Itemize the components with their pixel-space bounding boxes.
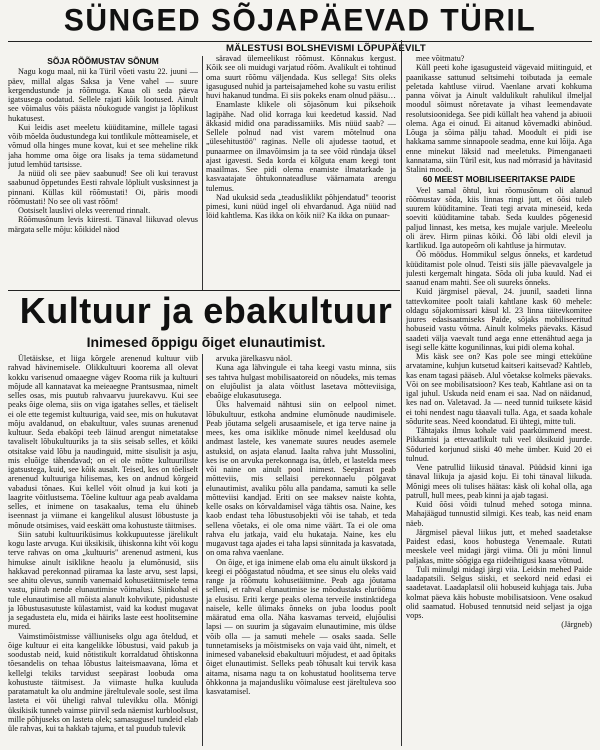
- paragraph: Üks halvemaid nähtusi siin on eelpool nimet. lõbukultuur, estkoha andmine elumõnude naudimisele. Peab jõutama selgeli arusaamisele, et iga terve naine ja mees, kes oma isiklike mõnude nimel keeldusad olu andmast lastele, kes vanemate suures neudes asemele astuksid, on asjata elanud. Iaalta rahva juht Mussolini, kes ise on arvuka perekonnaga isa, ütleb, et lastelda mees või naine on ainult pool inimest. Seepärast peab mõtteviis, mis sellaisi perekonnaelu põlgavat elunautimist, avaliku põlu alla pandama, samuti ka selle mõtteviisi kandjad. Eriti on see maksev naiste kohta, kelle osaks on kõrvaldamisel väga tähtis osa. Naine, kes kaob endast teha lõbustusobjekti või ise tahab, et teda sellena võetaks, ei ole oma nime väärt. Ta ei ole oma rahva elu jatkaja, vaid elu hukataja. Naine, kes elu mugavust taga ajades ei taha lapsi sünnitada ja kasvatada, on oma rahva vaenlane.: [206, 400, 396, 558]
- headline-rule: [8, 41, 592, 42]
- paragraph: Küll peeti kohe igasugusteid vägevaid miitinguid, et paanikasse sattunud seltsimehi toibutada ja eemale peletada kahtluse viirud. Vaenlane arvati kohkuma panna võivat ja Ainult valdulikult rahulikul ilmeljal moodul sõimust nõretavate ja vihast leemendavate resolutsioonidega. See pidi küllalt hea vahend ja abiuoii olema. Aga ei oinud. Ei aitanud kõvemadki abinõud. Lõuga ja sõima pälju tahad. Moodult ei pidi ise hakkama samme sinnapoole seadma, enne kui lõija. Aga enne minekut läksid nad meeletuks. Pimenganaeti kannatama, siin Türil esit, kus nad mörrasid ja hävitasid Stalini moodi.: [406, 63, 592, 174]
- paragraph: Vene patrullid liikusid tänaval. Püüdsid kinni iga tänaval liikuja ja ajasid koju. Ei tohi tänaval liikuda. Mõnigi mees oli tulises häätas: käsk oli kohal olla, aga patrull, hull mees, peab kinni ja ajab tagasi.: [406, 463, 592, 500]
- paragraph: Siin satubi kultuuriküsimus kokkupuutesse järelikult kogu laste arvuga. Kui üksikisik, ühiskonna kiht või kogu terve rahvas on oma „kultuuris" arenenud astmeni, kus himukse ainult isiklikne heaolu ja elumõnusid, siis hakkavad perekonnad piiramaa ka laste arvu, sest lapsi, see ahitu olevus, sunnib vanemaid kohusetäitmisele tema vastu, piirab nende elunautimise võimalusi. Siinkohal ei tule elunautimise all mõista alanult kohvikute, pidustuste ja lõbustusasutuste külastamist, vaid ka kodust mugavat ja segadusteta elu, mida ei häiriks laste eest hoolitsemine mured.: [8, 529, 198, 632]
- paragraph: Nagu kogu maal, nii ka Türil võeti vastu 22. juuni — päev, millal algas Saksa ja Vene vahel — suure kergendustunde ja rõõmuga. Kaua oli seda päeva igatsusega oodatud. Sellele rajati kõik lootused. Ainult see võimalus võis päästa nõukogude vangist ja lõplikust hukatusest.: [8, 67, 198, 123]
- paragraph: Kui leidis aset meeletu küüditamine, millele tagasi võib mõelda õudustundega kui tontlikule mõtteamisele, et võmud olla hinges mune kovat, kui et see meheline rikk jaha homme oma õige ora lisaks ja tema südametund jutud lemhüd tartsisse.: [8, 122, 198, 169]
- article-title: Kultuur ja ebakultuur: [19, 290, 393, 331]
- paragraph: Enamlaste klikele oli sõjasõnum kui piksehoik lagipähe. Nad olid korraga kui keedetud kassid. Nad äkkasid midid ona paradissamiiks. Mis nüüd saab? — Sellele polnud nad vist varem mõtelnud ona „ülesehitustöö" raginas. Nelle oli ajudesse taotud, et punaarmee on ilmavõimsim ja ta see võid ründaja üksel ajast igavesti. Seda korda ei kõlguta enam keegi tont maailmas. See pidi olema enamiste ilmatarkade ja kasvaatajate õhtukonnateadluse väärnamata arengu tulemus.: [206, 100, 396, 193]
- paragraph: mee võitmatu?: [416, 54, 465, 63]
- paragraph: Öõ möödus. Hommikul selgus õnneks, et kardetud küüditamist pole olnud. Teisti siis jälle päevavalgele ja julesti kergemalt hingata. Sõda oli juba kuuld. Nad ei saanud enam mahti. See oli suureks õnneks.: [406, 250, 592, 287]
- paragraph: Tähtajaks ilmus kohale vaid paarkümmend meest. Pikkamisi ja ettevaatlikult tuli veel üksikuid juurde. Sõduried korjunud siiski 40 mehe ümber. Kuid 20 ei tulnud.: [406, 426, 592, 463]
- paragraph: On õige, et iga inimene elab oma elu ainult ükskord ja keegi ei pöõgastatud nõudma, et see sinus elu oleks vaid range ja rõõmutu kohusetäitmine. Peab aga jõutama selleni, et rahval elunautimise ise mõodustaks eluröõmu ja elusisu. Eriti kerge peaks olema terveile instinktidega naisele, kelle ülimaks õnneks on juba loodus poolt määratud ema olla. Näha kasvamas terveid, elujõulisi lapsi — on suurim ja sügavaim elunautimine, mis üldse võib olla — ja samuti mehele — osaks saada. Selle tunnetamiseks ja mõistmiseks on vaja vaid üht, nimelt, et inimesed vabaneksid ebakultuuri mõjudest, et aad õpitaks õiget elunautimist. Selleks peab tõhusalt kui tervik kasa aitama, nisama nagu ta on kohustatud hoolitsema terve õhkkonna ja majandusliku võimaluse eest järeltulevа soo kasvatamisel.: [206, 557, 396, 696]
- paragraph: Kuid järgmisel päeval, 24. juunil, saadeti linna tattevkomitee poolt taiali kahtlane kask 60 mehele: oldagu sõjakomissari käsul kl. 23 linna täitevkomitee juures edasisaatmiseks Paide, sõjaks mobiliseeritud hobuseid vastu võtma. Ainult kolmeks päevaks. Käsud saadeti välja vaevalt tund aega enne ettenähtud aega ja isegi selle kätte kogunilinnas, kui pidi olema kohal.: [406, 287, 592, 352]
- paragraph: Kuid õõsi võidi tulnud mehed sotoga minna. Mahajäägud tunnustid silmigi. Kes teab, kas neid enam näeb.: [406, 500, 592, 528]
- paragraph: Ootsiselt lauslivi oleks veerenud rinnalt.: [18, 206, 151, 215]
- paragraph: säravad ülemeelikust rõõmust. Kõnnakus kergust. Kõik see oli muidugi varjatud rõõm. Avalikult ei tohtinud oma suurt rõõmu väljendada. Kus sellega! Sits oleks igasugused nuhid ja parteisajamehed kohe su vastu erilist huvi hakanud tundma. Ei siis pokeks enam olnud pääsu…: [206, 54, 396, 100]
- paragraph: Vaimstimõistmisse välliuniseks olgu aga õteldud, et õige kultuur ei eita kangelikke lõbustusi, vaid pakub ja soodustab neid, kuid nõtistikult korraldatud õhtiskonna tõesandelis on tehaa lõbustus laiteismaavana, lõma et kellelgi tekiks tarvidust seepärast loobuda oma kohustuste täitmisest. Ja viimaste hulka kuuluda paratamatult ka olu andmine järeltulevale soole, sest ilma lasteta ei või üheligi rahval tulevikku olla. Mõnigi üksikisik tunneb vaimse piirvil seda näemist kurbloolsust, mille põhjuseks on lasteta olek; samasugusel tundeid elab üle rahvas, kui ta hakkab tajuma, et tal puudub tulevik: [8, 631, 198, 733]
- column-2-bottom: [206, 354, 396, 746]
- headline: SÜNGED SÕJAPÄEVAD TÜRIL: [63, 3, 537, 38]
- newspaper-page: [6, 4, 594, 746]
- paragraph: Veel samal õhtul, kui rõomusõnum oli alanud rõõmustav sõda, kiis linnas ringi jutt, et õõsi tuleb suurem küüditamine. Teati tegi arvata mineseid, keda soeviti küüditamine tabab. Seda kuuldes põgenesid paljud linnast, kes metsa, kes mujale varjule. Meeleolu oli ärev. Hirm piinas kõiki. Õõ läbi oldi elevil ja kartlikud. Iga autopeõrn oli kahtluse ja hirmutav.: [406, 185, 592, 250]
- column-divider: [202, 56, 203, 290]
- paragraph: Järgmisel päeval liikus jutt, et mehed saadetakse Paidest edasi, koos hobustega Venemaale. Rutati meeskele veel midagi järgi viima. Õli ju mõni linnul paljakas, mitte sõõgiga ega riideihtigusi kaasa võtnud.: [406, 527, 592, 565]
- paragraph: Tuli miinulgi midagi järgi viia. Leidsin mehed Paide laadapatsili. Selgus siiski, et seekord neid edasi ei saadetavat. Laadaplatsil olii hobuseid kuhjaga tais. Juba kolmat päeva käis hobuste mobilisatsioon. Vene osakud olid saamatud. Hobused tennutsid neid seljast ja ojga vops.: [406, 564, 592, 620]
- column-1-top: [8, 56, 198, 290]
- subhead: MÄLESTUSI BOLSHEVISMI LÕPUPÄEVILT: [226, 43, 426, 54]
- paragraph: arvuka järelkasvu näol.: [216, 354, 293, 363]
- section-heading: 60 MEEST MOBILISEERITAKSE PAIDE: [422, 174, 576, 185]
- column-divider: [401, 40, 402, 746]
- paragraph: Nad ukuksid seda „teadusliklikt põhjendatud" teoorist pimesi, kuni nüüd ingel oli ehvardanud. Aga nüüd nad löid kahtlema. Kas ikka on kõik nii? Ka ikka on punaar-: [206, 192, 396, 221]
- paragraph: Rõõmusõnum levis kiiresti. Tänaval liikuvad olevus märgata selle mõju: kõikidel näod: [8, 215, 198, 234]
- article-subtitle: Inimesed õppigu õiget elunautimist.: [86, 334, 326, 350]
- column-1-bottom: [8, 354, 198, 746]
- column-divider: [202, 354, 203, 746]
- paragraph: Ja nüüd oli see päev saabunud! See oli kui teravust saabunud õppetundes Eesti rahvale löpliult vusksinnest ja pinnani. Küllas kül rõõmustati! Oi, päris moodi rõõmustati! No see oli vast rõõm!: [8, 169, 198, 206]
- signature: (Järgneb): [561, 620, 592, 630]
- paragraph: Kuna aga lähvingule ei taha keegi vastu minna, siis ses tahtva hulgast mobilisaatoreid on nõudeks, mis temas on elujõulist ja alata võitlust lasetava mõtteviisiga, ebaõige elukasutusega.: [206, 363, 396, 400]
- column-3: [406, 54, 592, 746]
- column-2-top: [206, 54, 396, 290]
- paragraph: Mis käsk see on? Kas pole see mingi etteküüne arvatamine, kuhjun kutsetud kaitseri kaitsevad? Kahtleb, kas enam tagasi pääseb. Alul võetakse kolmeks päevaks. Või on see mobilisatsioon? Kes teab, Kahtlane asi on ta igal juhul. Uskuda neid enam ei saa. Nad on näidanud, kes nad on. Valetavad. Ja — need tunnid tuiksete käsid ei tohi nendest nagu täaavali tulla. Aga, et saada kohale sõdurite seas. Need koondatud. Ei ühtegi, mitte tuli.: [406, 352, 592, 426]
- paragraph: Ületäiskse, et liiga kõrgele arenenud kultuur viib rahvad hävinemisele. Olikkultuuri koorema all olevat kokku varisenud omaaegne vägev Rooma riik ja kultuuri mõjude all kannatavat ka meieaegne Prantsusmaa, nimelt selles osas, mis puutub rahvaarvu juurekavvu. Kui see peaks õige olema, siis on viga igatahes selles, et täeliselt ei ole ette tegemist kultuuriga, vaid see, mis on hukutavat mõju avaldanud, on ebakultuur, vales suunas arenenud kultuur. Seda ebakõpi teeb läinud arengut nimetatakse tavaliselt lõbukultuuriks ja ta siis seisab selles, et kõiki otsitakse vaid lõbu ja naudinguid, mitte sisulisit ja asju, mis eluõige tähendavad; on ei ole mõtte kultuuriliste igatsustega, kuid, see kõik ausalt. Teised, kes on tõeliselt arenenud kultuuriga hilisemas, kes on andnud kõrgeid vabadusi tõnaes. Kui kellel võit olnud ja kui koti ja laagrite võitlustsema. Tõeline kultuur aga peab avaldama selles, et inimene on tasakaalus, tema elu ühineb iseennast ja viimane ei kangelikul alusust löbustuste ja mõnude otsimises, vaid eeskätt oma kohustuste täitmises.: [8, 354, 198, 530]
- section-heading: SÕJA RÕÕMUSTAV SÕNUM: [47, 56, 159, 66]
